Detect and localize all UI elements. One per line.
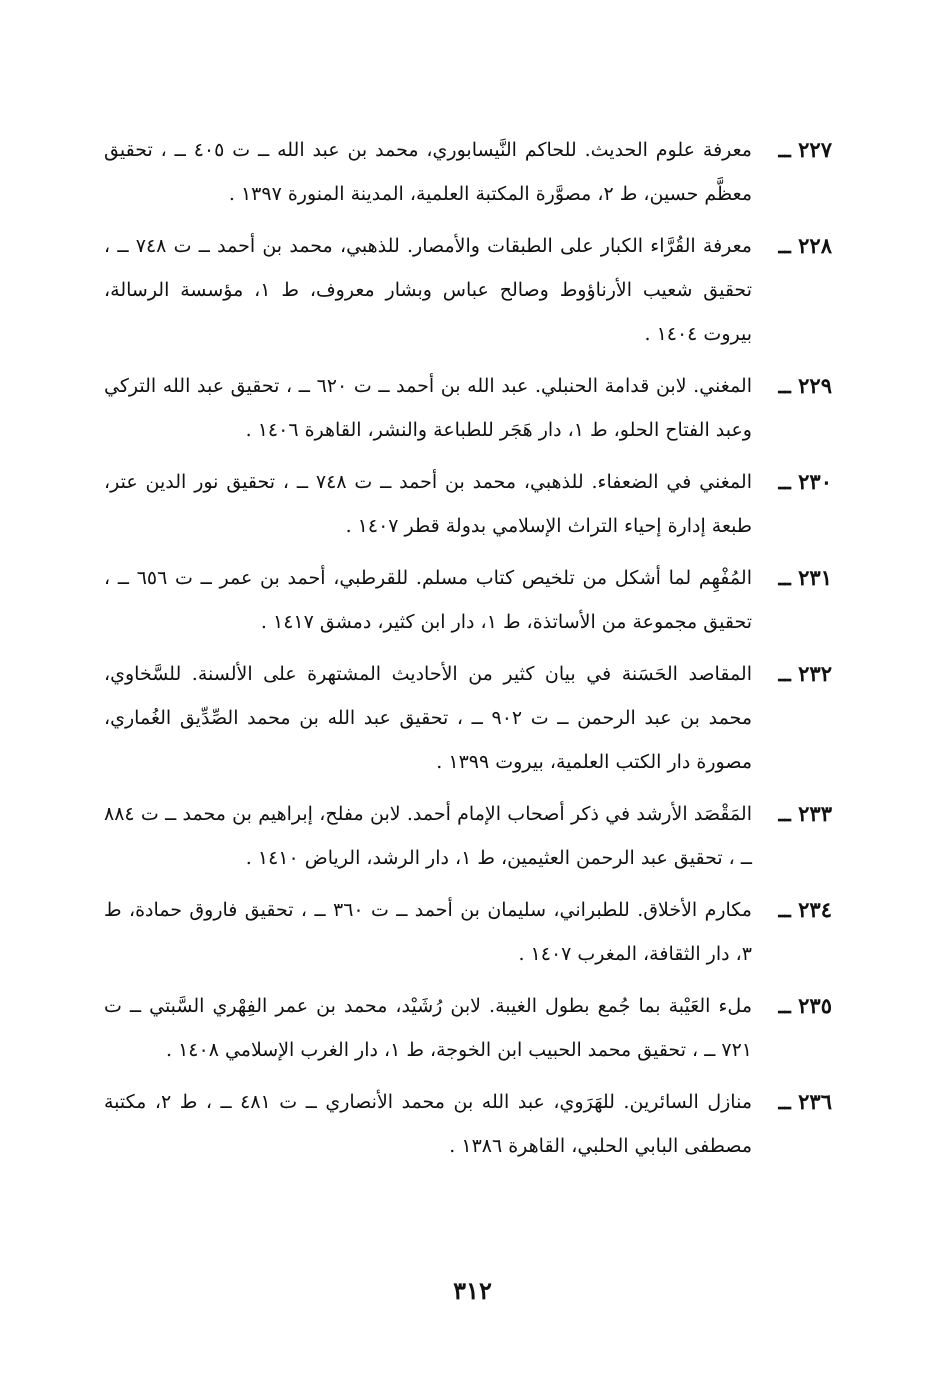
bibliography-entry (104, 888, 832, 976)
entry-text: مكارم الأخلاق. للطبراني، سليمان بن أحمد ــ ت ٣٦٠ ــ ، تحقيق فاروق حمادة، ط ٣، دار الثقافة، المغرب ١٤٠٧ . (104, 899, 752, 965)
bibliography-list (104, 128, 832, 1176)
entry-number: ٢٣٠ ــ (778, 469, 832, 494)
entry-number: ٢٢٧ ــ (778, 137, 832, 162)
bibliography-entry (104, 364, 832, 452)
entry-number: ٢٣٦ ــ (778, 1089, 832, 1114)
entry-number: ٢٣٣ ــ (778, 801, 832, 826)
page-number: ٣١٢ (453, 1276, 492, 1305)
bibliography-entry (104, 128, 832, 216)
entry-text: المغني. لابن قدامة الحنبلي. عبد الله بن أحمد ــ ت ٦٢٠ ــ ، تحقيق عبد الله التركي وعبد الفتاح الحلو، ط ١، دار هَجَر للطباعة والنشر، القاهرة ١٤٠٦ . (104, 375, 752, 441)
entry-number: ٢٢٩ ــ (778, 373, 832, 398)
bibliography-entry (104, 652, 832, 784)
entry-text: المَقْصَد الأرشد في ذكر أصحاب الإمام أحمد. لابن مفلح، إبراهيم بن محمد ــ ت ٨٨٤ ــ ، تحقيق عبد الرحمن العثيمين، ط ١، دار الرشد، الرياض ١٤١٠ . (104, 803, 753, 869)
entry-text: المُفْهِم لما أشكل من تلخيص كتاب مسلم. للقرطبي، أحمد بن عمر ــ ت ٦٥٦ ــ ، تحقيق مجموعة من الأساتذة، ط ١، دار ابن كثير، دمشق ١٤١٧ . (104, 567, 752, 633)
entry-number: ٢٣٥ ــ (778, 993, 832, 1018)
bibliography-entry (104, 460, 832, 548)
entry-number: ٢٣٤ ــ (778, 897, 832, 922)
bibliography-entry (104, 984, 832, 1072)
entry-text: معرفة القُرَّاء الكبار على الطبقات والأمصار. للذهبي، محمد بن أحمد ــ ت ٧٤٨ ــ ، تحقيق شعيب الأرناؤوط وصالح عباس وبشار معروف، ط ١، مؤسسة الرسالة، بيروت ١٤٠٤ . (104, 235, 752, 345)
entry-text: المغني في الضعفاء. للذهبي، محمد بن أحمد ــ ت ٧٤٨ ــ ، تحقيق نور الدين عتر، طبعة إدارة إحياء التراث الإسلامي بدولة قطر ١٤٠٧ . (104, 471, 752, 537)
bibliography-entry (104, 556, 832, 644)
entry-number: ٢٣١ ــ (778, 565, 832, 590)
entry-text: منازل السائرين. للهَرَوي، عبد الله بن محمد الأنصاري ــ ت ٤٨١ ــ ، ط ٢، مكتبة مصطفى البابي الحلبي، القاهرة ١٣٨٦ . (104, 1091, 753, 1157)
entry-text: معرفة علوم الحديث. للحاكم النَّيسابوري، محمد بن عبد الله ــ ت ٤٠٥ ــ ، تحقيق معظَّم حسين، ط ٢، مصوَّرة المكتبة العلمية، المدينة المنورة ١٣٩٧ . (104, 139, 752, 205)
entry-number: ٢٣٢ ــ (778, 661, 832, 686)
entry-text: المقاصد الحَسَنة في بيان كثير من الأحاديث المشتهرة على الألسنة. للسَّخاوي، محمد بن عبد الرحمن ــ ت ٩٠٢ ــ ، تحقيق عبد الله بن محمد الصِّدِّيق الغُماري، مصورة دار الكتب العلمية، بيروت ١٣٩٩ . (104, 663, 752, 773)
bibliography-entry (104, 1080, 832, 1168)
entry-text: ملء العَيْبة بما جُمع بطول الغيبة. لابن رُشَيْد، محمد بن عمر الفِهْري السَّبتي ــ ت ٧٢١ ــ ، تحقيق محمد الحبيب ابن الخوجة، ط ١، دار الغرب الإسلامي ١٤٠٨ . (104, 995, 752, 1061)
bibliography-entry (104, 224, 832, 356)
entry-number: ٢٢٨ ــ (778, 233, 832, 258)
bibliography-entry (104, 792, 832, 880)
